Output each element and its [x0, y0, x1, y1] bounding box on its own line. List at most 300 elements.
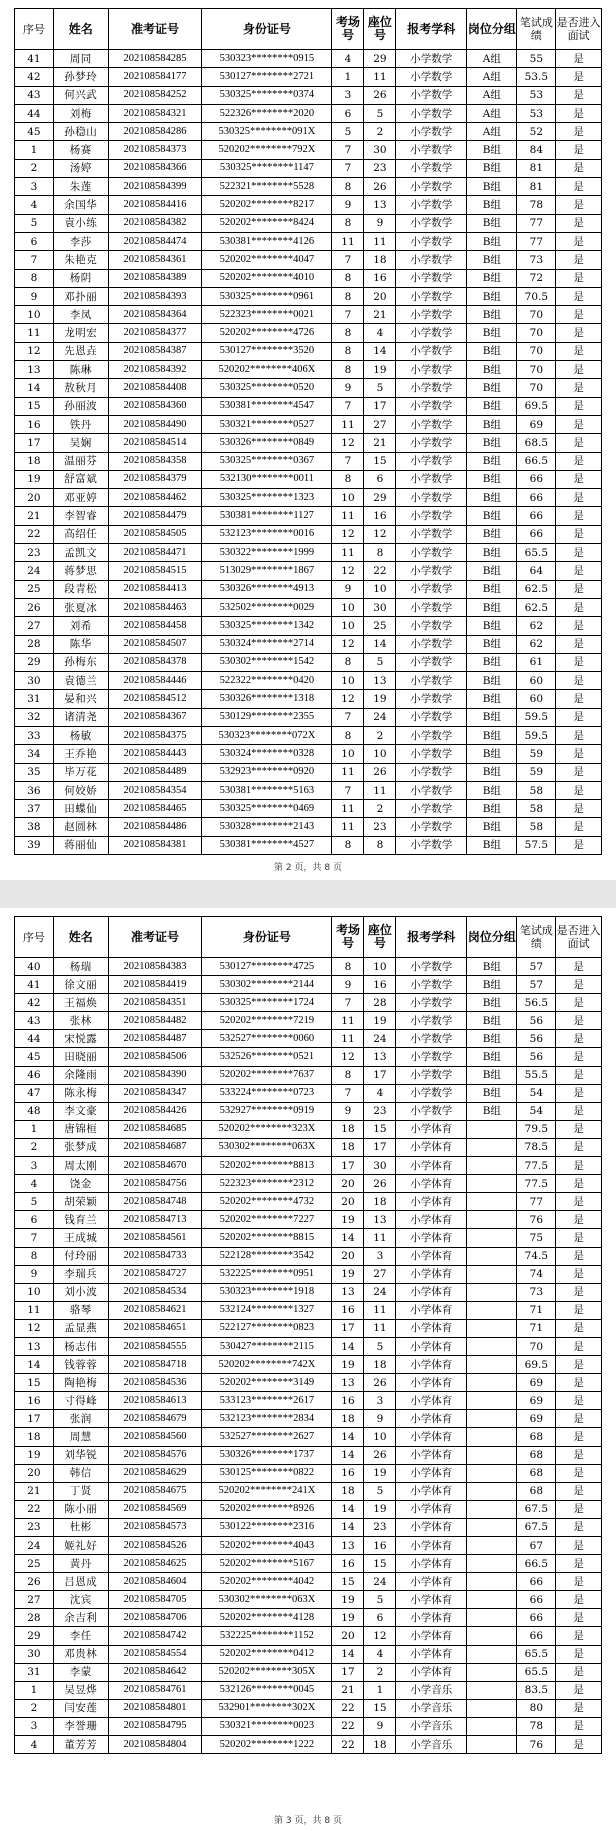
cell-interview: 是: [556, 361, 602, 379]
cell-interview: 是: [556, 1193, 602, 1211]
cell-room: 1: [332, 68, 364, 86]
cell-score: 69: [517, 1392, 556, 1410]
cell-room: 11: [332, 818, 364, 836]
cell-group: B组: [467, 726, 517, 744]
cell-name: 唐锦桓: [53, 1120, 108, 1138]
cell-seat: 11: [364, 68, 396, 86]
cell-name: 姬礼好: [53, 1537, 108, 1555]
cell-seq: 44: [15, 1030, 54, 1048]
cell-interview: 是: [556, 1555, 602, 1573]
cell-subject: 小学数学: [396, 287, 467, 305]
cell-score: 57: [517, 976, 556, 994]
cell-seq: 18: [15, 452, 54, 470]
cell-subject: 小学体育: [396, 1120, 467, 1138]
cell-subject: 小学体育: [396, 1537, 467, 1555]
cell-ticket: 202108584554: [108, 1645, 202, 1663]
cell-seq: 15: [15, 397, 54, 415]
cell-ticket: 202108584379: [108, 470, 202, 488]
cell-seq: 37: [15, 800, 54, 818]
cell-room: 10: [332, 617, 364, 635]
cell-seat: 1: [364, 1681, 396, 1699]
cell-ticket: 202108584625: [108, 1555, 202, 1573]
cell-name: 袁德兰: [53, 672, 108, 690]
cell-interview: 是: [556, 324, 602, 342]
cell-score: 67.5: [517, 1518, 556, 1536]
cell-score: 57: [517, 958, 556, 976]
cell-group: [467, 1482, 517, 1500]
cell-seq: 4: [15, 196, 54, 214]
cell-score: 76: [517, 1736, 556, 1754]
cell-seat: 15: [364, 1699, 396, 1717]
cell-room: 11: [332, 1012, 364, 1030]
cell-score: 55.5: [517, 1066, 556, 1084]
cell-group: [467, 1663, 517, 1681]
cell-room: 21: [332, 1681, 364, 1699]
cell-id: 530326********4913: [202, 580, 332, 598]
cell-room: 8: [332, 178, 364, 196]
cell-id: 520202********7637: [202, 1066, 332, 1084]
cell-id: 532126********0045: [202, 1681, 332, 1699]
cell-ticket: 202108584560: [108, 1428, 202, 1446]
cell-group: [467, 1157, 517, 1175]
cell-id: 532123********2834: [202, 1410, 332, 1428]
table-row: [15, 141, 602, 159]
cell-score: 69.5: [517, 397, 556, 415]
cell-seq: 36: [15, 781, 54, 799]
cell-interview: 是: [556, 1699, 602, 1717]
cell-id: 530325********0367: [202, 452, 332, 470]
cell-subject: 小学体育: [396, 1319, 467, 1337]
cell-room: 8: [332, 958, 364, 976]
cell-interview: 是: [556, 1663, 602, 1681]
cell-seq: 28: [15, 635, 54, 653]
cell-room: 12: [332, 1048, 364, 1066]
cell-interview: 是: [556, 562, 602, 580]
cell-room: 11: [332, 544, 364, 562]
cell-id: 532527********0060: [202, 1030, 332, 1048]
cell-interview: 是: [556, 1229, 602, 1247]
cell-subject: 小学体育: [396, 1555, 467, 1573]
cell-name: 何姣娇: [53, 781, 108, 799]
page-separator: [0, 880, 616, 908]
cell-score: 71: [517, 1319, 556, 1337]
cell-score: 80: [517, 1699, 556, 1717]
cell-seq: 12: [15, 342, 54, 360]
cell-seq: 23: [15, 1518, 54, 1536]
table-row: [15, 1374, 602, 1392]
cell-seat: 12: [364, 1627, 396, 1645]
cell-seq: 2: [15, 159, 54, 177]
cell-name: 孙稳山: [53, 123, 108, 141]
cell-group: [467, 1265, 517, 1283]
cell-ticket: 202108584252: [108, 86, 202, 104]
cell-name: 刘梅: [53, 104, 108, 122]
cell-score: 69: [517, 1374, 556, 1392]
cell-name: 李凤: [53, 306, 108, 324]
cell-subject: 小学体育: [396, 1337, 467, 1355]
cell-subject: 小学数学: [396, 342, 467, 360]
cell-room: 9: [332, 580, 364, 598]
cell-room: 6: [332, 104, 364, 122]
cell-name: 刘华锐: [53, 1446, 108, 1464]
cell-seat: 19: [364, 361, 396, 379]
cell-score: 66: [517, 489, 556, 507]
cell-id: 530381********4126: [202, 232, 332, 250]
cell-room: 14: [332, 1229, 364, 1247]
cell-room: 8: [332, 361, 364, 379]
cell-group: B组: [467, 745, 517, 763]
cell-id: 520202********4047: [202, 251, 332, 269]
table-row: [15, 342, 602, 360]
cell-group: B组: [467, 324, 517, 342]
table-row: [15, 397, 602, 415]
cell-seat: 19: [364, 1464, 396, 1482]
cell-id: 530302********063X: [202, 1591, 332, 1609]
cell-subject: 小学体育: [396, 1482, 467, 1500]
table-row: [15, 470, 602, 488]
cell-id: 530302********1542: [202, 653, 332, 671]
table-row: [15, 123, 602, 141]
header-seat: 座位号: [364, 917, 396, 958]
cell-name: 杨志伟: [53, 1337, 108, 1355]
cell-ticket: 202108584389: [108, 269, 202, 287]
cell-room: 8: [332, 470, 364, 488]
cell-score: 71: [517, 1301, 556, 1319]
cell-group: [467, 1193, 517, 1211]
cell-group: B组: [467, 379, 517, 397]
cell-name: 朱莲: [53, 178, 108, 196]
cell-score: 53: [517, 104, 556, 122]
cell-name: 张林: [53, 1012, 108, 1030]
cell-score: 60: [517, 690, 556, 708]
cell-id: 532130********0011: [202, 470, 332, 488]
cell-name: 闫安莲: [53, 1699, 108, 1717]
cell-name: 孙梅东: [53, 653, 108, 671]
cell-name: 温丽芬: [53, 452, 108, 470]
cell-subject: 小学数学: [396, 397, 467, 415]
cell-seq: 45: [15, 123, 54, 141]
cell-seq: 47: [15, 1084, 54, 1102]
cell-seq: 4: [15, 1175, 54, 1193]
cell-seq: 6: [15, 232, 54, 250]
cell-subject: 小学数学: [396, 434, 467, 452]
cell-id: 530326********1737: [202, 1446, 332, 1464]
cell-room: 14: [332, 1428, 364, 1446]
cell-interview: 是: [556, 1681, 602, 1699]
cell-ticket: 202108584419: [108, 976, 202, 994]
cell-ticket: 202108584463: [108, 598, 202, 616]
cell-seat: 29: [364, 489, 396, 507]
cell-room: 18: [332, 1138, 364, 1156]
cell-seq: 3: [15, 178, 54, 196]
cell-seq: 11: [15, 324, 54, 342]
cell-score: 76: [517, 1211, 556, 1229]
cell-room: 20: [332, 1627, 364, 1645]
cell-seat: 15: [364, 1120, 396, 1138]
cell-id: 530322********1999: [202, 544, 332, 562]
table-row: [15, 1428, 602, 1446]
cell-seat: 17: [364, 1138, 396, 1156]
cell-score: 78: [517, 196, 556, 214]
cell-id: 520202********8217: [202, 196, 332, 214]
cell-seat: 16: [364, 507, 396, 525]
cell-subject: 小学数学: [396, 507, 467, 525]
cell-group: A组: [467, 123, 517, 141]
document-page-3: [0, 908, 616, 1831]
cell-seat: 23: [364, 1518, 396, 1536]
cell-interview: 是: [556, 1518, 602, 1536]
cell-subject: 小学音乐: [396, 1681, 467, 1699]
cell-seat: 6: [364, 1609, 396, 1627]
cell-score: 59.5: [517, 708, 556, 726]
cell-id: 530325********091X: [202, 123, 332, 141]
cell-name: 陈永梅: [53, 1084, 108, 1102]
cell-ticket: 202108584377: [108, 324, 202, 342]
table-row: [15, 617, 602, 635]
table-row: [15, 1265, 602, 1283]
table-row: [15, 50, 602, 68]
cell-group: [467, 1247, 517, 1265]
cell-id: 533123********2617: [202, 1392, 332, 1410]
cell-score: 66: [517, 1609, 556, 1627]
cell-seq: 12: [15, 1319, 54, 1337]
cell-score: 59: [517, 763, 556, 781]
cell-ticket: 202108584801: [108, 1699, 202, 1717]
cell-id: 532526********0521: [202, 1048, 332, 1066]
cell-name: 蒋梦思: [53, 562, 108, 580]
cell-score: 66: [517, 470, 556, 488]
cell-seq: 30: [15, 1645, 54, 1663]
cell-room: 16: [332, 1464, 364, 1482]
cell-name: 杜彬: [53, 1518, 108, 1536]
cell-seat: 11: [364, 1229, 396, 1247]
cell-ticket: 202108584621: [108, 1301, 202, 1319]
cell-score: 56: [517, 1048, 556, 1066]
cell-interview: 是: [556, 489, 602, 507]
cell-interview: 是: [556, 1392, 602, 1410]
cell-group: B组: [467, 800, 517, 818]
document-page-2: [0, 0, 616, 880]
cell-name: 董芳芳: [53, 1736, 108, 1754]
cell-score: 77: [517, 214, 556, 232]
cell-name: 陈小丽: [53, 1500, 108, 1518]
cell-seq: 30: [15, 672, 54, 690]
cell-interview: 是: [556, 836, 602, 854]
cell-interview: 是: [556, 196, 602, 214]
cell-id: 520202********0412: [202, 1645, 332, 1663]
cell-group: [467, 1356, 517, 1374]
cell-score: 84: [517, 141, 556, 159]
cell-interview: 是: [556, 269, 602, 287]
cell-name: 张润: [53, 1410, 108, 1428]
cell-ticket: 202108584515: [108, 562, 202, 580]
cell-seat: 5: [364, 653, 396, 671]
cell-id: 520202********323X: [202, 1120, 332, 1138]
cell-ticket: 202108584360: [108, 397, 202, 415]
table-row: [15, 1175, 602, 1193]
cell-score: 79.5: [517, 1120, 556, 1138]
table-row: [15, 1048, 602, 1066]
cell-seat: 30: [364, 598, 396, 616]
cell-seq: 32: [15, 708, 54, 726]
cell-room: 15: [332, 1573, 364, 1591]
cell-name: 杨阴: [53, 269, 108, 287]
cell-name: 段青松: [53, 580, 108, 598]
cell-room: 11: [332, 232, 364, 250]
table-row: [15, 635, 602, 653]
cell-id: 522321********5528: [202, 178, 332, 196]
cell-room: 19: [332, 1609, 364, 1627]
cell-group: [467, 1591, 517, 1609]
cell-name: 吴昱烨: [53, 1681, 108, 1699]
header-seq: 序号: [15, 9, 54, 50]
cell-subject: 小学数学: [396, 159, 467, 177]
cell-name: 付玲丽: [53, 1247, 108, 1265]
cell-room: 8: [332, 726, 364, 744]
table-row: [15, 1609, 602, 1627]
cell-id: 530324********2714: [202, 635, 332, 653]
cell-subject: 小学数学: [396, 781, 467, 799]
cell-room: 22: [332, 1736, 364, 1754]
cell-seat: 11: [364, 781, 396, 799]
cell-seat: 24: [364, 1283, 396, 1301]
cell-ticket: 202108584756: [108, 1175, 202, 1193]
cell-room: 10: [332, 672, 364, 690]
cell-room: 7: [332, 452, 364, 470]
cell-group: B组: [467, 1012, 517, 1030]
cell-interview: 是: [556, 251, 602, 269]
cell-id: 520202********4732: [202, 1193, 332, 1211]
table-row: [15, 836, 602, 854]
cell-room: 8: [332, 214, 364, 232]
cell-interview: 是: [556, 1717, 602, 1735]
cell-group: A组: [467, 104, 517, 122]
table-row: [15, 598, 602, 616]
cell-score: 59: [517, 745, 556, 763]
cell-room: 9: [332, 196, 364, 214]
cell-ticket: 202108584474: [108, 232, 202, 250]
table-row: [15, 489, 602, 507]
cell-score: 77: [517, 1193, 556, 1211]
cell-ticket: 202108584733: [108, 1247, 202, 1265]
table-row: [15, 1699, 602, 1717]
cell-id: 522128********3542: [202, 1247, 332, 1265]
cell-group: [467, 1518, 517, 1536]
cell-score: 70: [517, 379, 556, 397]
cell-id: 532123********0016: [202, 525, 332, 543]
table-row: [15, 781, 602, 799]
cell-subject: 小学体育: [396, 1591, 467, 1609]
cell-interview: 是: [556, 123, 602, 141]
cell-score: 56: [517, 1030, 556, 1048]
cell-subject: 小学数学: [396, 690, 467, 708]
cell-seat: 22: [364, 562, 396, 580]
cell-name: 徐文丽: [53, 976, 108, 994]
cell-ticket: 202108584321: [108, 104, 202, 122]
cell-seat: 21: [364, 434, 396, 452]
cell-subject: 小学数学: [396, 1030, 467, 1048]
cell-seq: 19: [15, 1446, 54, 1464]
cell-group: B组: [467, 598, 517, 616]
cell-interview: 是: [556, 525, 602, 543]
cell-id: 530127********3520: [202, 342, 332, 360]
cell-subject: 小学数学: [396, 672, 467, 690]
cell-interview: 是: [556, 1030, 602, 1048]
table-row: [15, 1301, 602, 1319]
cell-ticket: 202108584685: [108, 1120, 202, 1138]
cell-name: 先恩垚: [53, 342, 108, 360]
cell-name: 邓亚婷: [53, 489, 108, 507]
cell-ticket: 202108584479: [108, 507, 202, 525]
cell-name: 田晓丽: [53, 1048, 108, 1066]
cell-seat: 26: [364, 1446, 396, 1464]
cell-id: 532225********0951: [202, 1265, 332, 1283]
cell-seat: 18: [364, 1736, 396, 1754]
cell-group: [467, 1138, 517, 1156]
cell-group: [467, 1627, 517, 1645]
cell-group: B组: [467, 1084, 517, 1102]
cell-name: 袁小练: [53, 214, 108, 232]
table-row: [15, 1645, 602, 1663]
cell-id: 520202********4128: [202, 1609, 332, 1627]
cell-name: 孟凯文: [53, 544, 108, 562]
cell-name: 邓扑丽: [53, 287, 108, 305]
cell-interview: 是: [556, 617, 602, 635]
cell-id: 530325********0961: [202, 287, 332, 305]
table-row: [15, 1464, 602, 1482]
cell-ticket: 202108584675: [108, 1482, 202, 1500]
cell-ticket: 202108584507: [108, 635, 202, 653]
cell-ticket: 202108584489: [108, 763, 202, 781]
header-id: 身份证号: [202, 9, 332, 50]
cell-group: A组: [467, 50, 517, 68]
cell-seq: 15: [15, 1374, 54, 1392]
cell-room: 7: [332, 994, 364, 1012]
cell-score: 58: [517, 781, 556, 799]
cell-subject: 小学体育: [396, 1175, 467, 1193]
cell-group: B组: [467, 159, 517, 177]
cell-score: 56.5: [517, 994, 556, 1012]
cell-id: 530127********4725: [202, 958, 332, 976]
cell-ticket: 202108584354: [108, 781, 202, 799]
header-score: 笔试成绩: [517, 917, 556, 958]
cell-seq: 27: [15, 1591, 54, 1609]
cell-seat: 6: [364, 470, 396, 488]
cell-seat: 10: [364, 580, 396, 598]
cell-group: B组: [467, 525, 517, 543]
cell-room: 20: [332, 1247, 364, 1265]
table-row: [15, 86, 602, 104]
cell-score: 77: [517, 232, 556, 250]
cell-interview: 是: [556, 708, 602, 726]
cell-id: 532927********0919: [202, 1102, 332, 1120]
cell-score: 57.5: [517, 836, 556, 854]
table-row: [15, 800, 602, 818]
cell-subject: 小学数学: [396, 708, 467, 726]
cell-seat: 23: [364, 159, 396, 177]
cell-ticket: 202108584748: [108, 1193, 202, 1211]
cell-seq: 5: [15, 1193, 54, 1211]
cell-room: 14: [332, 1500, 364, 1518]
cell-group: B组: [467, 342, 517, 360]
cell-ticket: 202108584506: [108, 1048, 202, 1066]
cell-room: 8: [332, 653, 364, 671]
cell-seat: 27: [364, 1265, 396, 1283]
cell-seq: 22: [15, 1500, 54, 1518]
cell-seq: 35: [15, 763, 54, 781]
cell-seat: 26: [364, 1175, 396, 1193]
cell-score: 65.5: [517, 544, 556, 562]
